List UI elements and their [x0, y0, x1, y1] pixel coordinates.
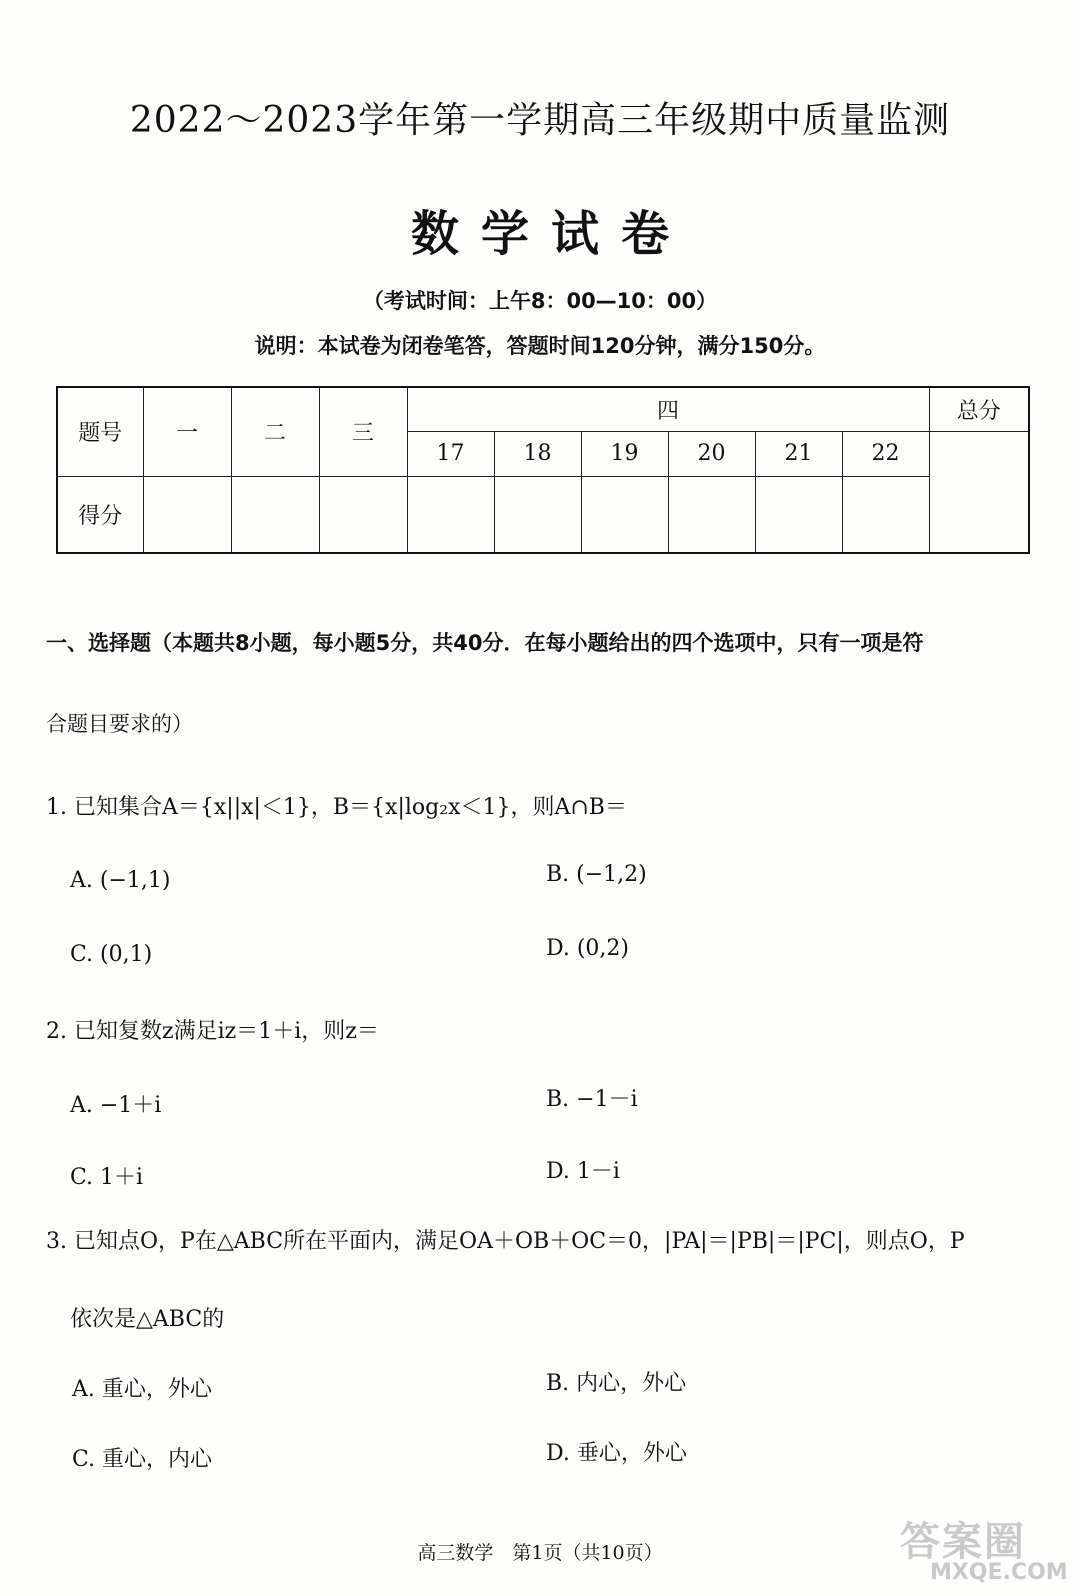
subquestion-header: 21 [755, 432, 842, 477]
question-3-option-a[interactable]: A. 重心，外心 [72, 1377, 212, 1402]
total-header: 总分 [929, 387, 1029, 432]
question-1-option-a[interactable]: A. (−1,1) [70, 868, 171, 893]
question-1-option-d[interactable]: D. (0,2) [546, 936, 629, 961]
question-2-option-c[interactable]: C. 1＋i [70, 1165, 144, 1190]
subquestion-header: 18 [494, 432, 581, 477]
page-footer: 高三数学 第1页（共10页） [417, 1542, 663, 1564]
section-2-header: 二 [231, 387, 319, 476]
score-cell[interactable] [143, 476, 231, 553]
score-cell[interactable] [668, 476, 755, 553]
question-1-stem: 1. 已知集合A＝{x||x|＜1}，B＝{x|log₂x＜1}，则A∩B＝ [46, 795, 627, 820]
exam-time: （考试时间：上午8：00—10：00） [362, 289, 718, 313]
score-table [56, 386, 1030, 554]
question-3-option-d[interactable]: D. 垂心，外心 [546, 1441, 687, 1466]
total-score-cell[interactable] [929, 432, 1029, 553]
question-3-stem-cont: 依次是△ABC的 [70, 1307, 225, 1332]
question-2-option-a[interactable]: A. −1＋i [70, 1093, 162, 1118]
row-label-question-number: 题号 [57, 387, 143, 476]
question-2-stem: 2. 已知复数z满足iz＝1＋i，则z＝ [46, 1019, 379, 1044]
question-2-option-b[interactable]: B. −1－i [546, 1087, 638, 1112]
score-cell[interactable] [581, 476, 668, 553]
question-1-option-c[interactable]: C. (0,1) [70, 942, 153, 967]
score-cell[interactable] [319, 476, 407, 553]
subquestion-header: 22 [842, 432, 929, 477]
subquestion-header: 17 [407, 432, 494, 477]
subquestion-header: 20 [668, 432, 755, 477]
score-cell[interactable] [842, 476, 929, 553]
watermark-url: MXQE.COM [930, 1560, 1068, 1585]
score-cell[interactable] [755, 476, 842, 553]
subquestion-header: 19 [581, 432, 668, 477]
section-1-header: 一 [143, 387, 231, 476]
question-3-stem: 3. 已知点O，P在△ABC所在平面内，满足OA＋OB＋OC＝0，|PA|＝|PB|＝|PC|，则点O，P [46, 1229, 965, 1254]
score-cell[interactable] [407, 476, 494, 553]
section-1-heading: 一、选择题（本题共8小题，每小题5分，共40分．在每小题给出的四个选项中，只有一项是符 [46, 631, 924, 655]
row-label-score: 得分 [57, 476, 143, 553]
question-3-option-c[interactable]: C. 重心，内心 [72, 1447, 213, 1472]
watermark-logo: 答案圈 [900, 1519, 1026, 1565]
section-3-header: 三 [319, 387, 407, 476]
score-cell[interactable] [231, 476, 319, 553]
question-3-option-b[interactable]: B. 内心，外心 [546, 1371, 687, 1396]
section-1-heading-cont: 合题目要求的） [46, 712, 193, 736]
question-1-option-b[interactable]: B. (−1,2) [546, 862, 647, 887]
exam-title: 2022～2023学年第一学期高三年级期中质量监测 [129, 100, 951, 141]
section-4-header: 四 [407, 387, 929, 432]
question-2-option-d[interactable]: D. 1－i [546, 1159, 620, 1184]
subject-title: 数学试卷 [410, 206, 691, 262]
exam-notes: 说明：本试卷为闭卷笔答，答题时间120分钟，满分150分。 [254, 334, 826, 358]
score-cell[interactable] [494, 476, 581, 553]
